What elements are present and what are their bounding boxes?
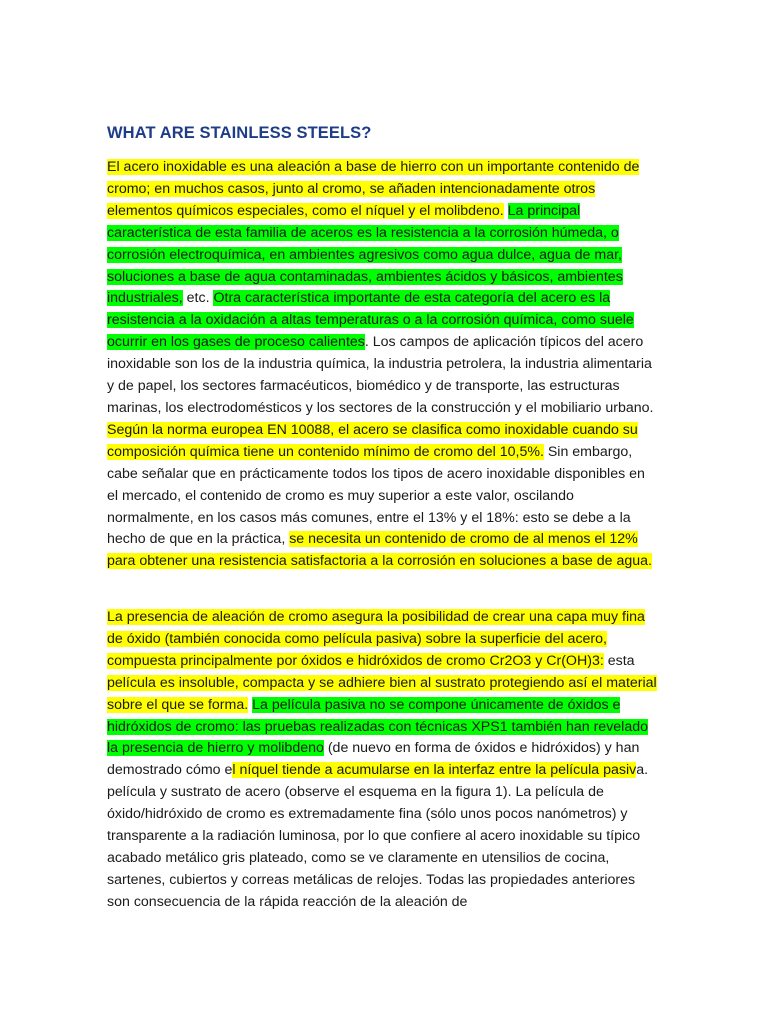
- highlighted-text-segment: l níquel tiende a acumularse en la interfaz entre la película pasiv: [232, 762, 637, 779]
- highlighted-text-segment: La principal característica de esta familia de aceros es la resistencia a la corrosión húmeda, o corrosión electroquímica, en ambientes agresivos como agua dulce, agua de mar, soluciones a base de agua contaminadas, ambientes ácidos y básicos, ambientes industriales,: [107, 202, 623, 307]
- highlighted-text-segment: Otra característica importante de esta categoría del acero es la resistencia a la oxidación a altas temperaturas o a la corrosión química, como suele ocurrir en los gases de proceso calientes: [107, 290, 634, 351]
- highlighted-text-segment: se necesita un contenido de cromo de al menos el 12% para obtener una resistencia satisfactoria a la corrosión en soluciones a base de agua.: [107, 531, 652, 570]
- paragraph-2: [107, 607, 659, 914]
- highlighted-text-segment: El acero inoxidable es una aleación a base de hierro con un importante contenido de cromo; en muchos casos, junto al cromo, se añaden intencionadamente otros elementos químicos especiales, como el níquel y el molibdeno.: [107, 159, 640, 219]
- highlighted-text-segment: película es insoluble, compacta y se adhiere bien al sustrato protegiendo así el material sobre el que se forma.: [107, 674, 657, 713]
- text-segment: . Los campos de aplicación típicos del acero inoxidable son los de la industria química, la industria petrolera, la industria alimentaria y de papel, los sectores farmacéuticos, biomédico y de transporte, las estructuras marinas, los electrodomésticos y los sectores de la construcción y el mobiliario urbano.: [107, 334, 654, 416]
- text-segment: Sin embargo, cabe señalar que en prácticamente todos los tipos de acero inoxidable disponibles en el mercado, el contenido de cromo es muy superior a este valor, oscilando normalmente, en los casos más comunes, entre el 13% y el 18%: esto se debe a la hecho de que en la práctica,: [107, 443, 645, 548]
- highlighted-text-segment: La presencia de aleación de cromo asegura la posibilidad de crear una capa muy fina de óxido (también conocida como película pasiva) sobre la superficie del acero, compuesta principalmente por óxidos e hidróxidos de cromo Cr2O3 y Cr(OH)3:: [107, 609, 645, 669]
- highlighted-text-segment: La película pasiva no se compone únicamente de óxidos e hidróxidos de cromo: las pruebas realizadas con técnicas XPS1 también han revelado la presencia de hierro y molibdeno: [107, 696, 649, 757]
- text-segment: esta: [603, 652, 635, 669]
- text-segment: (de nuevo en forma de óxidos e hidróxidos) y han demostrado cómo e: [107, 740, 640, 779]
- document-title: WHAT ARE STAINLESS STEELS?: [107, 124, 372, 142]
- paragraph-1: [107, 157, 659, 573]
- text-segment: a. película y sustrato de acero (observe el esquema en la figura 1). La película de óxido/hidróxido de cromo es extremadamente fina (sólo unos pocos nanómetros) y transparente a la radiación luminosa, por lo que confiere al acero inoxidable su típico acabado metálico gris plateado, como se ve claramente en utensilios de cocina, sartenes, cubiertos y correas metálicas de relojes. Todas las propiedades anteriores son consecuencia de la rápida reacción de la aleación de: [107, 762, 649, 910]
- text-segment: etc.: [182, 290, 214, 307]
- highlighted-text-segment: Según la norma europea EN 10088, el acero se clasifica como inoxidable cuando su composición química tiene un contenido mínimo de cromo del 10,5%.: [107, 421, 638, 460]
